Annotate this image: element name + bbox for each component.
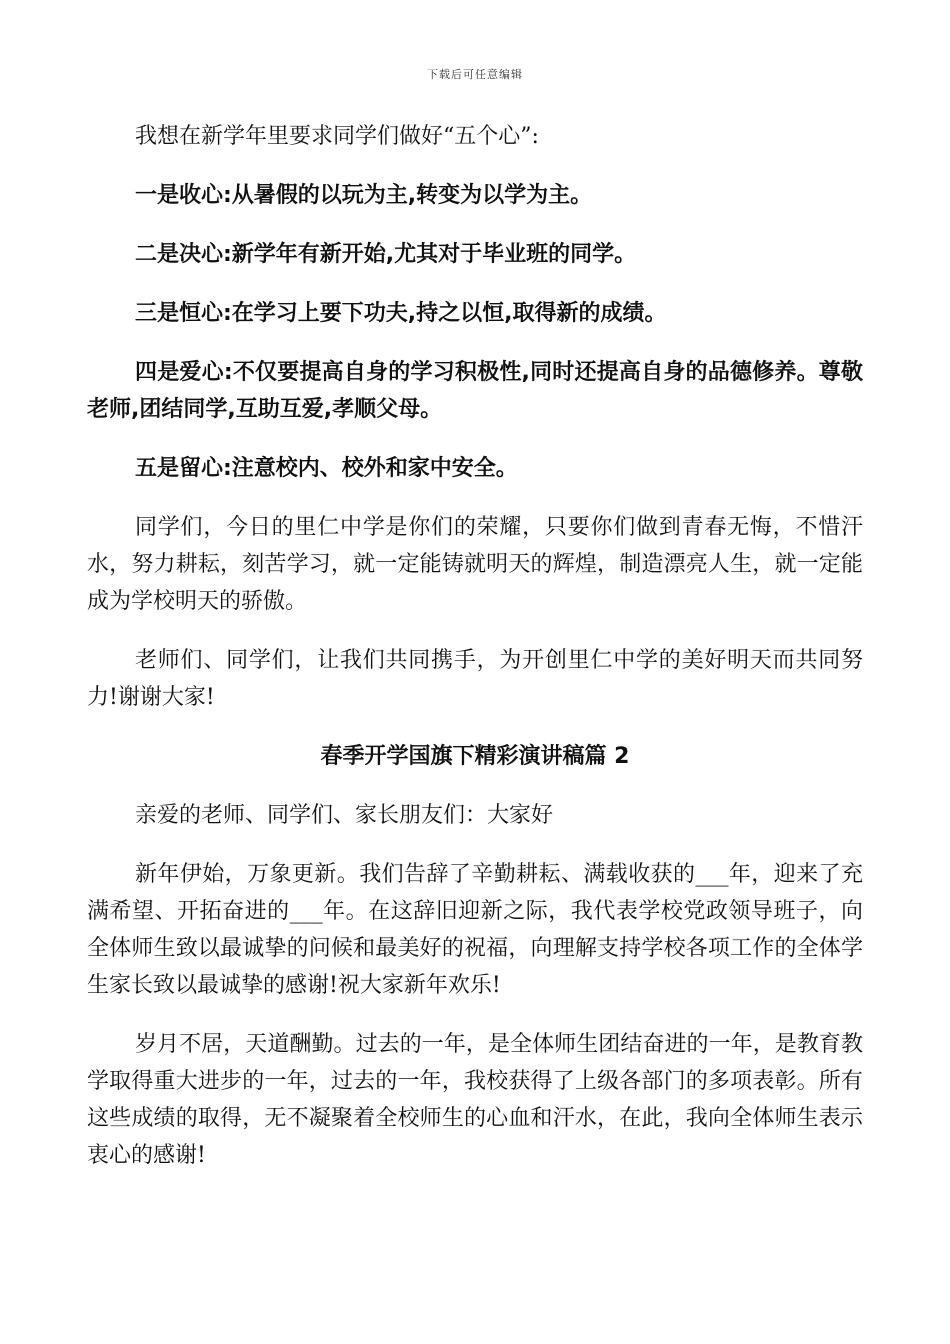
paragraph-greeting: 亲爱的老师、同学们、家长朋友们：大家好 <box>135 803 554 828</box>
paragraph-point-1: 一是收心:从暑假的以玩为主,转变为以学为主。 <box>135 183 593 208</box>
paragraph-point-2: 二是决心:新学年有新开始,尤其对于毕业班的同学。 <box>135 242 637 267</box>
paragraph-closing: 老师们、同学们，让我们共同携手，为开创里仁中学的美好明天而共同努力!谢谢大家! <box>87 648 863 710</box>
paragraph-point-5: 五是留心:注意校内、校外和家中安全。 <box>135 456 518 481</box>
document-body <box>87 118 863 1174</box>
paragraph-point-3: 三是恒心:在学习上要下功夫,持之以恒,取得新的成绩。 <box>135 301 667 326</box>
paragraph-point-4: 四是爱心:不仅要提高自身的学习积极性,同时还提高自身的品德修养。尊敬老师,团结同学,互助互爱,孝顺父母。 <box>87 360 863 422</box>
section-title: 春季开学国旗下精彩演讲稿篇 2 <box>320 744 630 769</box>
page-header: 下载后可任意编辑 <box>427 68 523 81</box>
paragraph-past-year: 岁月不居，天道酬勤。过去的一年，是全体师生团结奋进的一年，是教育教学取得重大进步的一年，过去的一年，我校获得了上级各部门的多项表彰。所有这些成绩的取得，无不凝聚着全校师生的心血和汗水，在此，我向全体师生表示衷心的感谢! <box>87 1032 863 1168</box>
paragraph-new-year: 新年伊始，万象更新。我们告辞了辛勤耕耘、满载收获的___年，迎来了充满希望、开拓奋进的___年。在这辞旧迎新之际，我代表学校党政领导班子，向全体师生致以最诚挚的问候和最美好的祝福，向理解支持学校各项工作的全体学生家长致以最诚挚的感谢!祝大家新年欢乐! <box>87 862 863 998</box>
paragraph-students: 同学们，今日的里仁中学是你们的荣耀，只要你们做到青春无悔，不惜汗水，努力耕耘，刻苦学习，就一定能铸就明天的辉煌，制造漂亮人生，就一定能成为学校明天的骄傲。 <box>87 515 863 614</box>
paragraph-intro: 我想在新学年里要求同学们做好“五个心”: <box>135 124 539 149</box>
